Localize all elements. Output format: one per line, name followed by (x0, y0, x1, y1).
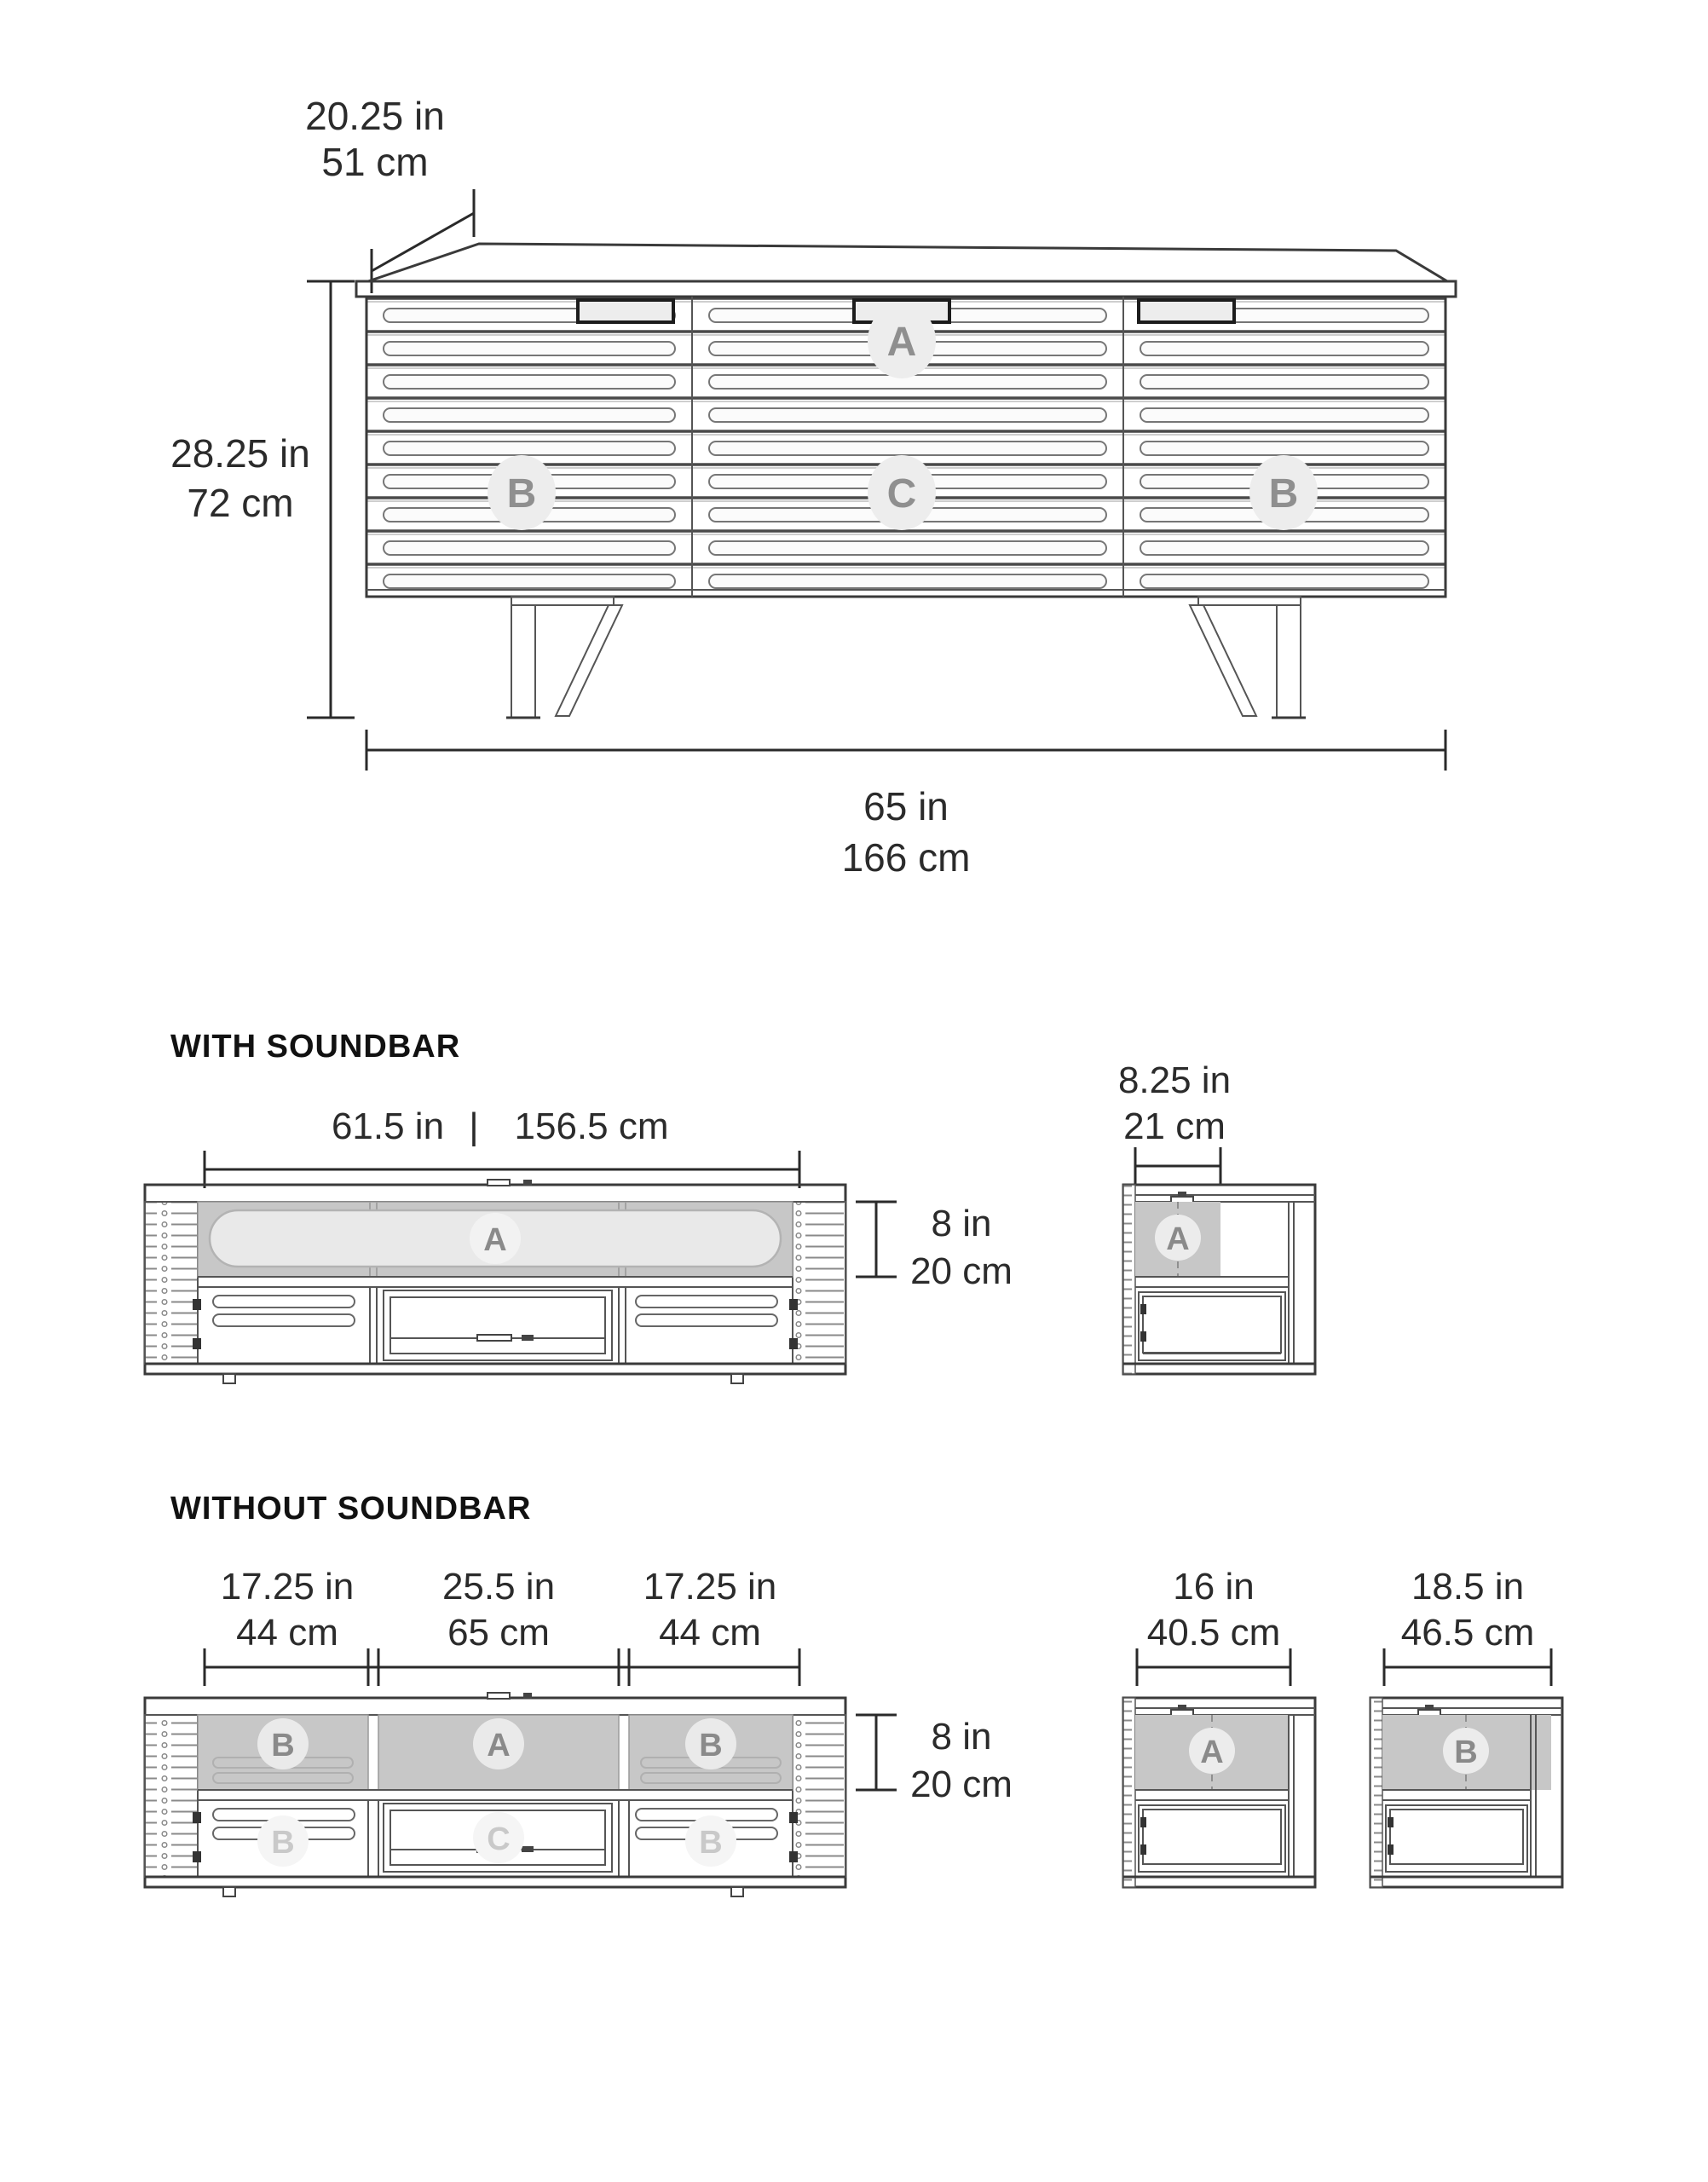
badge-b-right-letter: B (1268, 471, 1299, 517)
main-width-cm: 166 cm (841, 835, 971, 880)
cabinet-legs (506, 597, 1306, 718)
badge-a-letter: A (886, 320, 917, 365)
wos-section2-cm: 65 cm (447, 1612, 550, 1654)
main-depth-dimension (305, 94, 474, 293)
wos-badge-b-right-letter: B (699, 1728, 723, 1763)
main-height-inches: 28.25 in (170, 431, 310, 476)
ws-badge-a-letter: A (483, 1222, 507, 1258)
wos-side-b-badge-letter: B (1454, 1735, 1478, 1770)
main-depth-cm: 51 cm (321, 140, 429, 184)
wos-side-view-a (1123, 1566, 1315, 1887)
wos-height-inches: 8 in (931, 1716, 992, 1758)
vent-slot (213, 1296, 355, 1307)
door-pull-right (1139, 300, 1234, 322)
wos-section2-inches: 25.5 in (441, 1566, 556, 1608)
wos-badge-b-left-letter: B (271, 1728, 295, 1763)
wos-side-b-inches: 18.5 in (1411, 1566, 1525, 1608)
wos-section3-cm: 44 cm (659, 1612, 761, 1654)
ws-left-slat-panel (145, 1202, 198, 1364)
ws-side-slat-edge (1123, 1185, 1135, 1374)
ws-width-cm: 156.5 cm (514, 1105, 669, 1147)
main-width-dimension (366, 730, 1445, 880)
ws-side-view (1118, 1059, 1315, 1374)
wos-side-a-cm: 40.5 cm (1146, 1612, 1281, 1654)
wos-side-view-b (1370, 1566, 1562, 1887)
wos-badge-a-letter: A (487, 1728, 511, 1763)
door-pull-left (578, 300, 673, 322)
with-soundbar-heading: WITH SOUNDBAR (170, 1029, 461, 1065)
wos-side-a-inches: 16 in (1173, 1566, 1255, 1608)
wos-right-slat-panel (793, 1715, 845, 1877)
wos-faded-b-left-letter: B (271, 1825, 295, 1861)
wos-faded-c-letter: C (487, 1821, 511, 1857)
wos-section3-inches: 17.25 in (643, 1566, 777, 1608)
wos-width-dimensions (205, 1566, 799, 1686)
wos-side-b-slat-edge (1370, 1698, 1382, 1887)
badge-b-left-letter: B (506, 471, 537, 517)
main-depth-inches: 20.25 in (305, 94, 445, 138)
main-front-view (170, 94, 1456, 880)
wos-height-dimension (856, 1715, 1013, 1805)
ws-height-inches: 8 in (931, 1203, 992, 1244)
ws-width-separator: | (469, 1105, 479, 1147)
with-soundbar-section (145, 1029, 1315, 1383)
ws-height-dimension (856, 1202, 1013, 1292)
main-height-cm: 72 cm (187, 481, 294, 525)
ws-width-inches: 61.5 in (331, 1105, 445, 1147)
wos-section1-cm: 44 cm (236, 1612, 338, 1654)
ws-front-view (145, 1180, 845, 1383)
wos-side-a-badge-letter: A (1200, 1735, 1224, 1770)
door-right (1123, 297, 1445, 597)
main-width-inches: 65 in (863, 784, 949, 828)
vent-slot (213, 1314, 355, 1326)
wos-faded-b-right-letter: B (699, 1825, 723, 1861)
badge-c-letter: C (886, 471, 917, 517)
ws-width-dimension (205, 1105, 799, 1188)
wos-front-view (145, 1693, 845, 1896)
without-soundbar-section (145, 1491, 1562, 1896)
ws-side-badge-a-letter: A (1166, 1221, 1190, 1257)
door-left (366, 297, 692, 597)
vent-slot (636, 1296, 777, 1307)
ws-side-depth-cm: 21 cm (1123, 1105, 1226, 1147)
wos-side-b-cm: 46.5 cm (1400, 1612, 1535, 1654)
main-height-dimension (170, 281, 355, 718)
wos-height-cm: 20 cm (910, 1763, 1013, 1805)
without-soundbar-heading: WITHOUT SOUNDBAR (170, 1491, 532, 1527)
cabinet-top (356, 244, 1456, 297)
ws-height-cm: 20 cm (910, 1250, 1013, 1292)
ws-side-depth-inches: 8.25 in (1117, 1059, 1232, 1101)
wos-side-a-slat-edge (1123, 1698, 1135, 1887)
wos-left-slat-panel (145, 1715, 198, 1877)
wos-section1-inches: 17.25 in (220, 1566, 355, 1608)
ws-right-slat-panel (793, 1202, 845, 1364)
vent-slot (636, 1314, 777, 1326)
